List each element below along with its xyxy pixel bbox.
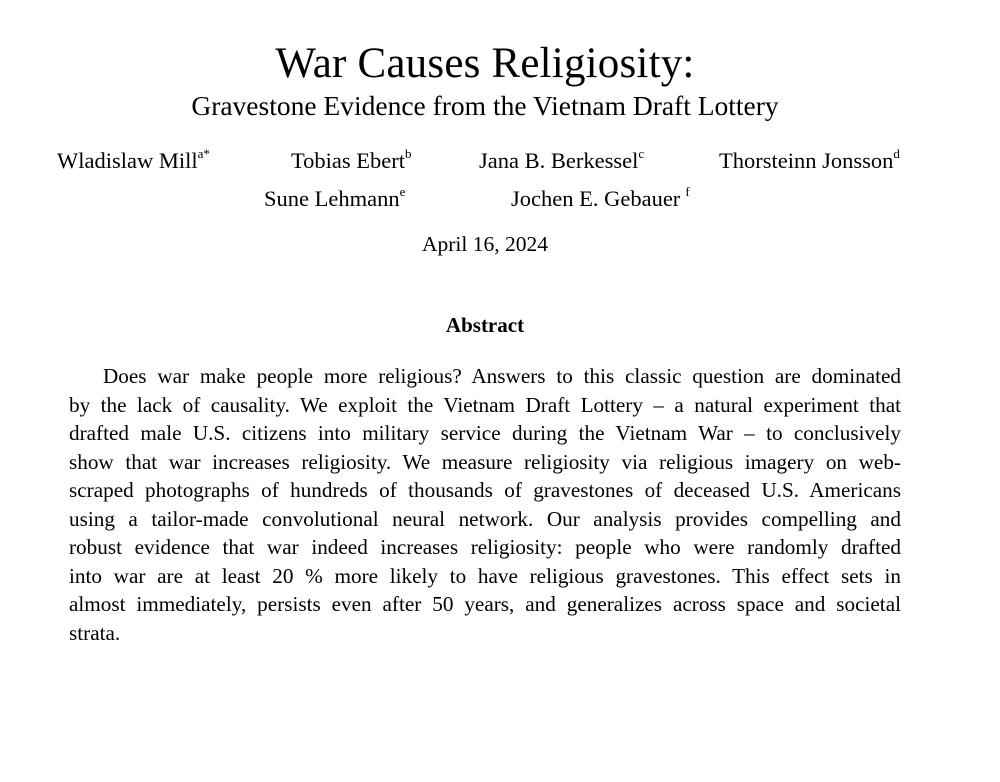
author-name: Jana B. Berkessel <box>479 148 639 173</box>
abstract-line: drafted male U.S. citizens into military service during the Vietnam War – to conclusively <box>69 421 901 445</box>
abstract-line: by the lack of causality. We exploit the Vietnam Draft Lottery – a natural experiment that <box>69 392 901 417</box>
author-name: Wladislaw Mill <box>57 148 198 173</box>
abstract-heading: Abstract <box>445 313 525 337</box>
author-2 <box>291 146 412 176</box>
affiliation-mark: a* <box>197 145 210 161</box>
abstract-line: show that war increases religiosity. We measure religiosity via religious imagery on web- <box>69 449 901 474</box>
abstract-line: strata. <box>69 620 121 645</box>
paper-date: April 16, 2024 <box>421 232 548 256</box>
affiliation-mark: d <box>893 145 900 161</box>
author-name: Sune Lehmann <box>264 186 400 211</box>
affiliation-mark: f <box>685 183 690 199</box>
affiliation-mark: b <box>405 145 412 161</box>
abstract-line: almost immediately, persists even after 50 years, and generalizes across space and societal <box>69 592 901 616</box>
author-name: Jochen E. Gebauer <box>511 186 681 211</box>
author-1 <box>57 146 210 176</box>
affiliation-mark: e <box>399 183 406 199</box>
abstract-line: robust evidence that war indeed increases religiosity: people who were randomly drafted <box>69 535 901 559</box>
author-name: Thorsteinn Jonsson <box>719 148 894 173</box>
abstract-line: using a tailor-made convolutional neural network. Our analysis provides compelling and <box>69 506 901 531</box>
author-name: Tobias Ebert <box>291 148 406 173</box>
affiliation-mark: c <box>638 145 645 161</box>
paper-title: War Causes Religiosity: <box>275 40 695 87</box>
paper-subtitle: Gravestone Evidence from the Vietnam Draft Lottery <box>191 90 779 121</box>
author-4 <box>719 146 900 176</box>
author-3 <box>479 146 644 176</box>
abstract-body <box>69 362 901 647</box>
abstract-line: scraped photographs of hundreds of thousands of gravestones of deceased U.S. Americans <box>69 478 901 502</box>
abstract-line: into war are at least 20 % more likely to have religious gravestones. This effect sets in <box>69 563 901 588</box>
author-5 <box>264 184 405 214</box>
author-6 <box>511 184 690 214</box>
abstract-line: Does war make people more religious? Answers to this classic question are dominated <box>103 364 901 388</box>
